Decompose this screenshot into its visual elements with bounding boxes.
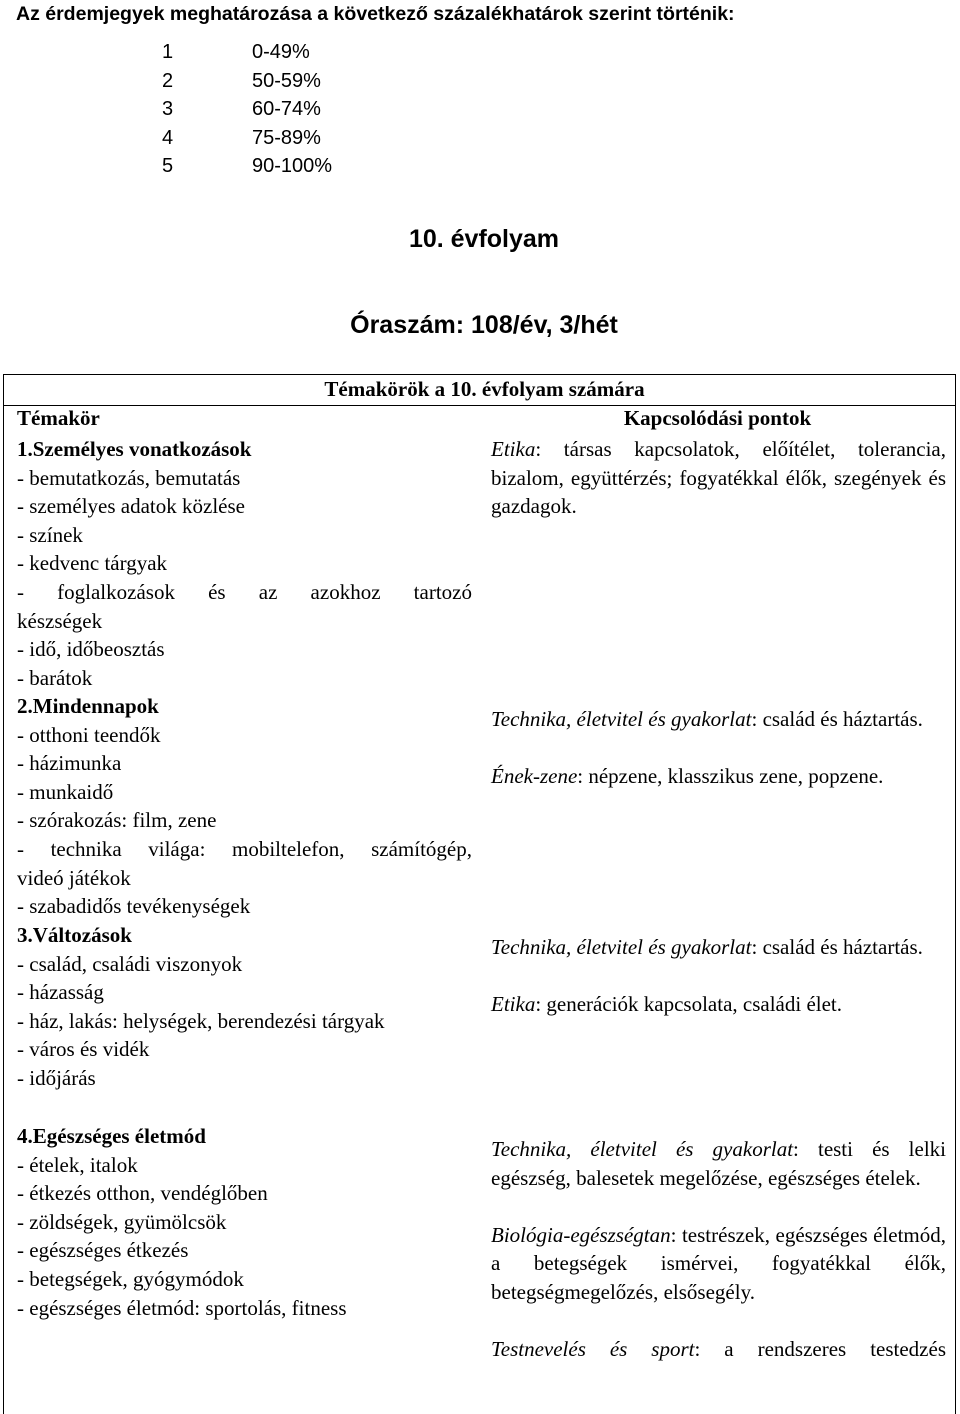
- topic-section: [17, 921, 472, 1093]
- grade-row: [16, 67, 946, 96]
- subject-name: Ének-zene: [491, 764, 578, 789]
- link-paragraph: [491, 1221, 946, 1307]
- list-item: - idő, időbeosztás: [17, 637, 165, 662]
- list-item: - egészséges étkezés: [17, 1238, 189, 1263]
- link-text: : generációk kapcsolata, családi élet.: [535, 992, 843, 1017]
- header-links: Kapcsolódási pontok: [623, 406, 812, 430]
- link-text: : testrészek, egészséges életmód, a betegségek ismérvei, fogyatékkal élők, betegségmegelőzés, elsősegély.: [491, 1222, 946, 1304]
- link-paragraph: [491, 1135, 946, 1192]
- link-paragraph: [491, 933, 946, 962]
- link-paragraph: [491, 435, 946, 521]
- link-paragraph: [491, 1335, 946, 1364]
- hours-title: [0, 311, 960, 340]
- grade-number: 4: [162, 126, 174, 149]
- grade-range: 75-89%: [252, 126, 321, 149]
- list-item: videó játékok: [17, 865, 131, 890]
- links-section: [491, 933, 946, 1019]
- list-item: - foglalkozások és az azokhoz tartozó: [17, 579, 472, 604]
- section-title: 4.Egészséges életmód: [17, 1124, 206, 1148]
- grade-number: 1: [162, 41, 174, 63]
- links-section: [491, 705, 946, 791]
- subject-name: Technika, életvitel és gyakorlat: [491, 707, 752, 731]
- subject-name: Etika: [491, 992, 536, 1017]
- list-item: - kedvenc tárgyak: [17, 551, 168, 576]
- list-item: - zöldségek, gyümölcsök: [17, 1209, 227, 1234]
- list-item: - házimunka: [17, 751, 122, 776]
- topic-section: [17, 692, 472, 921]
- grade-row: [16, 95, 946, 124]
- grade-number: 2: [162, 69, 174, 92]
- list-item: készségek: [17, 608, 103, 633]
- list-item: - színek: [17, 522, 83, 547]
- list-item: - ház, lakás: helységek, berendezési tárgyak: [17, 1008, 385, 1033]
- year-title: [0, 225, 960, 254]
- grade-row: [16, 124, 946, 153]
- section-title: 1.Személyes vonatkozások: [17, 437, 252, 461]
- list-item: - étkezés otthon, vendéglőben: [17, 1181, 268, 1206]
- list-item: - város és vidék: [17, 1037, 150, 1062]
- link-text: : család és háztartás.: [751, 707, 923, 731]
- grade-range: 50-59%: [252, 69, 321, 92]
- section-title: 2.Mindennapok: [17, 694, 159, 718]
- subject-name: Biológia-egészségtan: [491, 1222, 671, 1247]
- list-item: - munkaidő: [17, 779, 114, 804]
- list-item: - ételek, italok: [17, 1152, 138, 1177]
- topic-section: [17, 1122, 472, 1322]
- link-paragraph: [491, 990, 946, 1019]
- table-caption-text: Témakörök a 10. évfolyam számára: [324, 377, 645, 401]
- grading-intro-title: Az érdemjegyek meghatározása a következő százalékhatárok szerint történik:: [16, 3, 735, 25]
- list-item: - időjárás: [17, 1065, 96, 1090]
- subject-name: Etika: [491, 437, 536, 461]
- subject-name: Testnevelés és sport: [491, 1337, 695, 1362]
- list-item: - személyes adatok közlése: [17, 494, 245, 519]
- list-item: - szórakozás: film, zene: [17, 808, 217, 833]
- link-text: : társas kapcsolatok, előítélet, tolerancia, bizalom, együttérzés; fogyatékkal élők, szegények és gazdagok.: [491, 437, 946, 519]
- list-item: - szabadidős tevékenységek: [17, 894, 251, 919]
- link-text: : népzene, klasszikus zene, popzene.: [577, 764, 884, 789]
- section-title: 3.Változások: [17, 923, 132, 947]
- grade-row: [16, 152, 946, 181]
- list-item: - otthoni teendők: [17, 722, 161, 747]
- list-item: - barátok: [17, 665, 93, 690]
- hours-title-text: Óraszám: 108/év, 3/hét: [350, 311, 618, 339]
- grade-range: 90-100%: [252, 155, 333, 178]
- link-paragraph: [491, 705, 946, 734]
- links-section: [491, 1135, 946, 1364]
- link-text: : a rendszeres testedzés: [694, 1337, 946, 1362]
- header-topic: Témakör: [17, 406, 100, 430]
- list-item: - technika világa: mobiltelefon, számítógép,: [17, 836, 472, 861]
- grading-intro: [16, 0, 946, 181]
- list-item: - család, családi viszonyok: [17, 951, 243, 976]
- subject-name: Technika, életvitel és gyakorlat: [491, 935, 752, 959]
- grade-row: [16, 38, 946, 67]
- table-caption: [4, 377, 955, 402]
- link-text: : család és háztartás.: [751, 935, 923, 959]
- list-item: - házasság: [17, 980, 104, 1005]
- list-item: - bemutatkozás, bemutatás: [17, 465, 241, 490]
- grade-number: 3: [162, 98, 174, 121]
- grade-range: 0-49%: [252, 41, 310, 63]
- topic-table: [3, 374, 956, 1414]
- year-title-text: 10. évfolyam: [408, 225, 560, 253]
- grade-number: 5: [162, 155, 174, 178]
- link-text: : testi és lelki egészség, balesetek megelőzése, egészséges ételek.: [491, 1137, 946, 1190]
- link-paragraph: [491, 762, 946, 791]
- topic-section: [17, 435, 472, 692]
- list-item: - egészséges életmód: sportolás, fitness: [17, 1295, 347, 1320]
- list-item: - betegségek, gyógymódok: [17, 1266, 244, 1291]
- grade-range: 60-74%: [252, 98, 321, 121]
- links-section: [491, 435, 946, 521]
- subject-name: Technika, életvitel és gyakorlat: [491, 1137, 794, 1161]
- grade-list: [16, 38, 946, 181]
